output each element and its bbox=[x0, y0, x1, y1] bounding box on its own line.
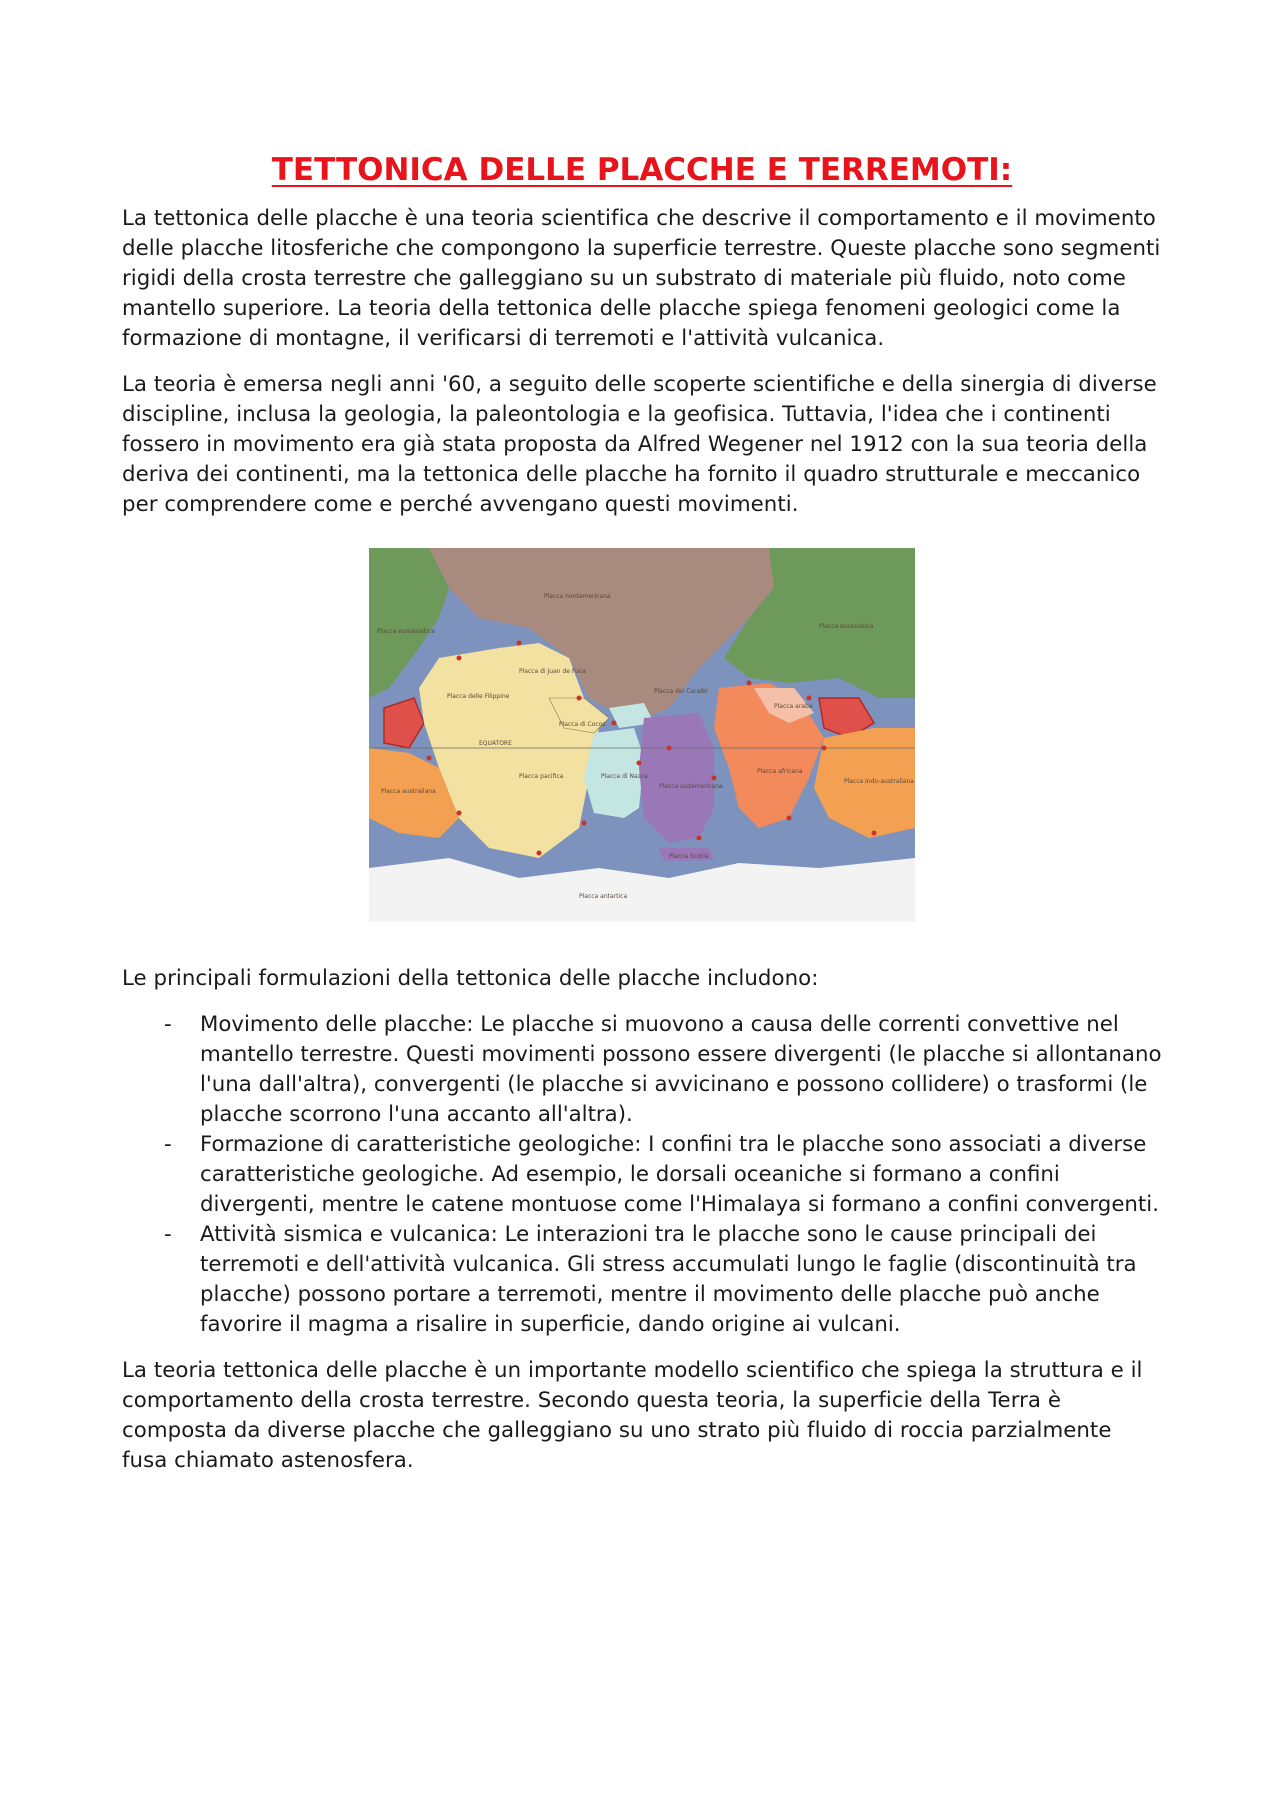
map-label-caraibi: Placca dei Caraibi bbox=[654, 688, 708, 695]
list-item bbox=[122, 1010, 1162, 1130]
map-label-nazca: Placca di Nazca bbox=[601, 773, 648, 780]
list-item bbox=[122, 1220, 1162, 1340]
map-label-australiana: Placca australiana bbox=[381, 788, 436, 795]
map-label-juan-de-fuca: Placca di Juan de Fuca bbox=[519, 668, 586, 675]
plate-tectonics-map bbox=[369, 548, 915, 922]
map-label-scotia: Placca Scotia bbox=[669, 853, 709, 860]
map-label-eurasiatica-right: Placca eurasiatica bbox=[819, 623, 874, 630]
document-page bbox=[122, 150, 1162, 1492]
map-label-pacifica: Placca pacifica bbox=[519, 773, 564, 780]
map-label-araba: Placca araba bbox=[774, 703, 813, 710]
list-item-text: Formazione di caratteristiche geologiche: I confini tra le placche sono associati a diverse caratteristiche geologiche. Ad esempio, le dorsali oceaniche si formano a confini divergenti, mentre le catene montuose come l'Himalaya si formano a confini convergenti. bbox=[200, 1132, 1159, 1217]
paragraph-intro: La tettonica delle placche è una teoria scientifica che descrive il comportamento e il movimento delle placche litosferiche che compongono la superficie terrestre. Queste placche sono segmenti rigidi della crosta terrestre che galleggiano su un substrato di materiale più fluido, noto come mantello superiore. La teoria della tettonica delle placche spiega fenomeni geologici come la formazione di montagne, il verificarsi di terremoti e l'attività vulcanica. bbox=[122, 206, 1161, 351]
map-label-cocos: Placca di Cocos bbox=[559, 721, 606, 728]
map-label-africana: Placca africana bbox=[757, 768, 803, 775]
map-label-filippine: Placca delle Filippine bbox=[447, 693, 510, 700]
list-item-text: Attività sismica e vulcanica: Le interazioni tra le placche sono le cause principali dei terremoti e dell'attività vulcanica. Gli stress accumulati lungo le faglie (discontinuità tra placche) possono portare a terremoti, mentre il movimento delle placche può anche favorire il magma a risalire in superficie, dando origine ai vulcani. bbox=[200, 1222, 1137, 1337]
paragraph-history: La teoria è emersa negli anni '60, a seguito delle scoperte scientifiche e della sinergia di diverse discipline, inclusa la geologia, la paleontologia e la geofisica. Tuttavia, l'idea che i continenti fossero in movimento era già stata proposta da Alfred Wegener nel 1912 con la sua teoria della deriva dei continenti, ma la tettonica delle placche ha fornito il quadro strutturale e meccanico per comprendere come e perché avvengano questi movimenti. bbox=[122, 372, 1157, 517]
page-title: TETTONICA DELLE PLACCHE E TERREMOTI: bbox=[271, 152, 1013, 188]
map-label-sudamericana: Placca sudamericana bbox=[659, 783, 723, 790]
formulations-list bbox=[122, 1010, 1162, 1340]
plate-map-graphic bbox=[369, 548, 915, 922]
list-dash: - bbox=[164, 1222, 172, 1247]
list-item bbox=[122, 1130, 1162, 1220]
list-dash: - bbox=[164, 1012, 172, 1037]
map-label-equatore: EQUATORE bbox=[479, 740, 512, 747]
paragraph-conclusion: La teoria tettonica delle placche è un importante modello scientifico che spiega la struttura e il comportamento della crosta terrestre. Secondo questa teoria, la superficie della Terra è composta da diverse placche che galleggiano su uno strato più fluido di roccia parzialmente fusa chiamato astenosfera. bbox=[122, 1358, 1143, 1473]
map-plate-sudamericana bbox=[639, 713, 714, 843]
map-label-nordamericana: Placca nordamericana bbox=[544, 593, 611, 600]
map-label-antartica: Placca antartica bbox=[579, 893, 628, 900]
list-dash: - bbox=[164, 1132, 172, 1157]
map-label-euroasiatica: Placca euroasiatica bbox=[377, 628, 435, 635]
map-label-indoaustraliana: Placca indo-australiana bbox=[844, 778, 914, 785]
paragraph-list-intro: Le principali formulazioni della tettonica delle placche includono: bbox=[122, 966, 819, 991]
list-item-text: Movimento delle placche: Le placche si muovono a causa delle correnti convettive nel mantello terrestre. Questi movimenti possono essere divergenti (le placche si allontanano l'una dall'altra), convergenti (le placche si avvicinano e possono collidere) o trasformi (le placche scorrono l'una accanto all'altra). bbox=[200, 1012, 1162, 1127]
